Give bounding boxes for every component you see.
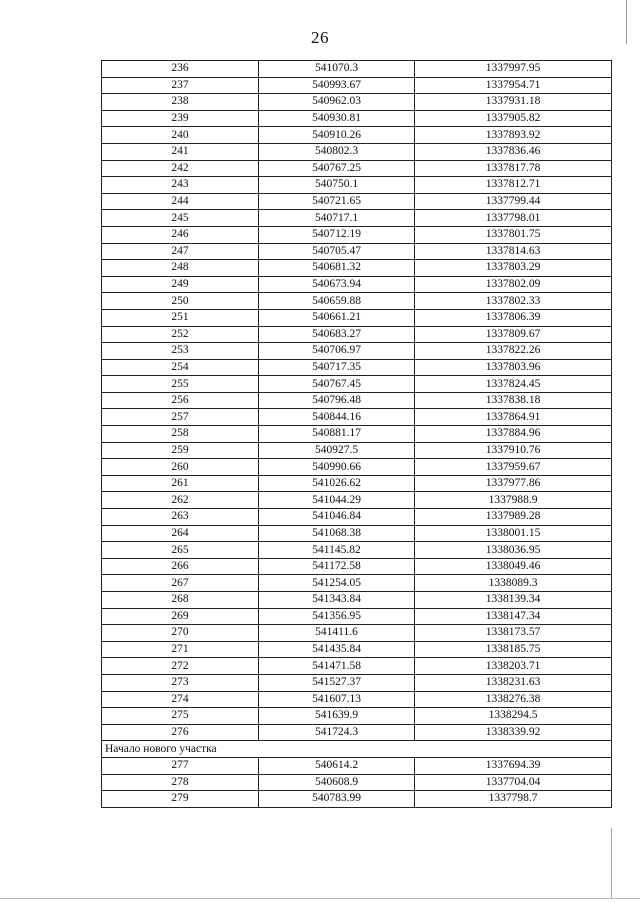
y-coordinate-cell: 1337803.29: [415, 260, 612, 277]
table-row: [102, 475, 612, 492]
y-coordinate-cell: 1337798.7: [415, 791, 612, 808]
point-number-cell: 236: [102, 61, 259, 78]
x-coordinate-cell: 541172.58: [259, 558, 415, 575]
table-row: [102, 276, 612, 293]
x-coordinate-cell: 541607.13: [259, 691, 415, 708]
x-coordinate-cell: 541471.58: [259, 658, 415, 675]
table-row: [102, 94, 612, 111]
x-coordinate-cell: 540712.19: [259, 226, 415, 243]
table-row: [102, 127, 612, 144]
x-coordinate-cell: 541044.29: [259, 492, 415, 509]
table-row: [102, 558, 612, 575]
x-coordinate-cell: 541254.05: [259, 575, 415, 592]
point-number-cell: 273: [102, 674, 259, 691]
y-coordinate-cell: 1337997.95: [415, 61, 612, 78]
y-coordinate-cell: 1338139.34: [415, 592, 612, 609]
x-coordinate-cell: 540802.3: [259, 143, 415, 160]
x-coordinate-cell: 540767.45: [259, 376, 415, 393]
table-row: [102, 143, 612, 160]
point-number-cell: 274: [102, 691, 259, 708]
y-coordinate-cell: 1337806.39: [415, 309, 612, 326]
y-coordinate-cell: 1337988.9: [415, 492, 612, 509]
table-row: [102, 757, 612, 774]
point-number-cell: 255: [102, 376, 259, 393]
point-number-cell: 277: [102, 757, 259, 774]
point-number-cell: 267: [102, 575, 259, 592]
table-row: [102, 359, 612, 376]
point-number-cell: 241: [102, 143, 259, 160]
y-coordinate-cell: 1337977.86: [415, 475, 612, 492]
x-coordinate-cell: 540614.2: [259, 757, 415, 774]
x-coordinate-cell: 541026.62: [259, 475, 415, 492]
table-row: [102, 110, 612, 127]
table-row: [102, 674, 612, 691]
table-row: [102, 343, 612, 360]
page-number: 26: [311, 28, 329, 47]
point-number-cell: 243: [102, 177, 259, 194]
point-number-cell: 244: [102, 193, 259, 210]
x-coordinate-cell: 540705.47: [259, 243, 415, 260]
table-row: [102, 608, 612, 625]
y-coordinate-cell: 1337905.82: [415, 110, 612, 127]
table-row: [102, 309, 612, 326]
x-coordinate-cell: 540717.1: [259, 210, 415, 227]
point-number-cell: 270: [102, 625, 259, 642]
y-coordinate-cell: 1337931.18: [415, 94, 612, 111]
x-coordinate-cell: 541527.37: [259, 674, 415, 691]
table-row: [102, 459, 612, 476]
point-number-cell: 268: [102, 592, 259, 609]
x-coordinate-cell: 540721.65: [259, 193, 415, 210]
y-coordinate-cell: 1337822.26: [415, 343, 612, 360]
x-coordinate-cell: 541411.6: [259, 625, 415, 642]
point-number-cell: 256: [102, 392, 259, 409]
x-coordinate-cell: 541435.84: [259, 641, 415, 658]
y-coordinate-cell: 1337884.96: [415, 426, 612, 443]
table-row: [102, 193, 612, 210]
x-coordinate-cell: 541343.84: [259, 592, 415, 609]
x-coordinate-cell: 540881.17: [259, 426, 415, 443]
point-number-cell: 246: [102, 226, 259, 243]
y-coordinate-cell: 1337801.75: [415, 226, 612, 243]
table-row: [102, 492, 612, 509]
x-coordinate-cell: 541639.9: [259, 708, 415, 725]
point-number-cell: 240: [102, 127, 259, 144]
y-coordinate-cell: 1337798.01: [415, 210, 612, 227]
point-number-cell: 239: [102, 110, 259, 127]
y-coordinate-cell: 1337809.67: [415, 326, 612, 343]
point-number-cell: 249: [102, 276, 259, 293]
table-row: [102, 61, 612, 78]
table-row: [102, 426, 612, 443]
x-coordinate-cell: 541068.38: [259, 525, 415, 542]
section-label: Начало нового участка: [102, 741, 612, 758]
x-coordinate-cell: 540659.88: [259, 293, 415, 310]
y-coordinate-cell: 1338203.71: [415, 658, 612, 675]
point-number-cell: 251: [102, 309, 259, 326]
y-coordinate-cell: 1338049.46: [415, 558, 612, 575]
y-coordinate-cell: 1337824.45: [415, 376, 612, 393]
point-number-cell: 260: [102, 459, 259, 476]
y-coordinate-cell: 1337802.09: [415, 276, 612, 293]
x-coordinate-cell: 540783.99: [259, 791, 415, 808]
point-number-cell: 252: [102, 326, 259, 343]
point-number-cell: 238: [102, 94, 259, 111]
table-row: [102, 243, 612, 260]
x-coordinate-cell: 541046.84: [259, 509, 415, 526]
point-number-cell: 278: [102, 774, 259, 791]
table-row: [102, 525, 612, 542]
y-coordinate-cell: 1337802.33: [415, 293, 612, 310]
table-row: [102, 658, 612, 675]
point-number-cell: 258: [102, 426, 259, 443]
y-coordinate-cell: 1337836.46: [415, 143, 612, 160]
x-coordinate-cell: 540844.16: [259, 409, 415, 426]
table-row: [102, 160, 612, 177]
x-coordinate-cell: 540681.32: [259, 260, 415, 277]
y-coordinate-cell: 1337910.76: [415, 442, 612, 459]
y-coordinate-cell: 1337864.91: [415, 409, 612, 426]
table-row: [102, 724, 612, 741]
table-row: [102, 326, 612, 343]
y-coordinate-cell: 1337799.44: [415, 193, 612, 210]
point-number-cell: 264: [102, 525, 259, 542]
x-coordinate-cell: 540796.48: [259, 392, 415, 409]
point-number-cell: 245: [102, 210, 259, 227]
point-number-cell: 237: [102, 77, 259, 94]
point-number-cell: 254: [102, 359, 259, 376]
y-coordinate-cell: 1338231.63: [415, 674, 612, 691]
point-number-cell: 269: [102, 608, 259, 625]
table-row: [102, 592, 612, 609]
table-row: [102, 575, 612, 592]
table-row: [102, 625, 612, 642]
table-row: [102, 509, 612, 526]
y-coordinate-cell: 1337817.78: [415, 160, 612, 177]
point-number-cell: 257: [102, 409, 259, 426]
y-coordinate-cell: 1338294.5: [415, 708, 612, 725]
x-coordinate-cell: 541356.95: [259, 608, 415, 625]
point-number-cell: 265: [102, 542, 259, 559]
x-coordinate-cell: 540993.67: [259, 77, 415, 94]
y-coordinate-cell: 1337954.71: [415, 77, 612, 94]
table-row: [102, 77, 612, 94]
table-row: [102, 774, 612, 791]
y-coordinate-cell: 1338089.3: [415, 575, 612, 592]
point-number-cell: 279: [102, 791, 259, 808]
point-number-cell: 271: [102, 641, 259, 658]
x-coordinate-cell: 540962.03: [259, 94, 415, 111]
point-number-cell: 259: [102, 442, 259, 459]
point-number-cell: 266: [102, 558, 259, 575]
x-coordinate-cell: 540661.21: [259, 309, 415, 326]
y-coordinate-cell: 1337803.96: [415, 359, 612, 376]
x-coordinate-cell: 540910.26: [259, 127, 415, 144]
table-row: [102, 691, 612, 708]
point-number-cell: 248: [102, 260, 259, 277]
table-row: [102, 791, 612, 808]
x-coordinate-cell: 540717.35: [259, 359, 415, 376]
point-number-cell: 253: [102, 343, 259, 360]
section-header-group: [102, 741, 612, 758]
coordinates-table: [101, 60, 612, 808]
y-coordinate-cell: 1338173.57: [415, 625, 612, 642]
x-coordinate-cell: 540990.66: [259, 459, 415, 476]
table-row: [102, 708, 612, 725]
x-coordinate-cell: 540673.94: [259, 276, 415, 293]
x-coordinate-cell: 541070.3: [259, 61, 415, 78]
y-coordinate-cell: 1338036.95: [415, 542, 612, 559]
table-row: [102, 641, 612, 658]
point-number-cell: 263: [102, 509, 259, 526]
point-number-cell: 276: [102, 724, 259, 741]
x-coordinate-cell: 540750.1: [259, 177, 415, 194]
y-coordinate-cell: 1338147.34: [415, 608, 612, 625]
y-coordinate-cell: 1337812.71: [415, 177, 612, 194]
point-number-cell: 247: [102, 243, 259, 260]
table-row: [102, 177, 612, 194]
point-number-cell: 261: [102, 475, 259, 492]
scan-edge-line: [0, 898, 640, 899]
x-coordinate-cell: 540683.27: [259, 326, 415, 343]
scan-mark-bottom-right: [611, 828, 612, 898]
table-row: [102, 542, 612, 559]
table-row: [102, 210, 612, 227]
point-number-cell: 262: [102, 492, 259, 509]
x-coordinate-cell: 540706.97: [259, 343, 415, 360]
table-row: [102, 293, 612, 310]
point-number-cell: 275: [102, 708, 259, 725]
y-coordinate-cell: 1337704.04: [415, 774, 612, 791]
point-number-cell: 250: [102, 293, 259, 310]
x-coordinate-cell: 540927.5: [259, 442, 415, 459]
point-number-cell: 272: [102, 658, 259, 675]
table-row: [102, 442, 612, 459]
table-row: [102, 392, 612, 409]
x-coordinate-cell: 540767.25: [259, 160, 415, 177]
coordinates-table-body-part1: [102, 61, 612, 741]
y-coordinate-cell: 1337814.63: [415, 243, 612, 260]
x-coordinate-cell: 541145.82: [259, 542, 415, 559]
y-coordinate-cell: 1338276.38: [415, 691, 612, 708]
table-row: [102, 260, 612, 277]
y-coordinate-cell: 1337694.39: [415, 757, 612, 774]
coordinates-table-body-part2: [102, 757, 612, 807]
x-coordinate-cell: 541724.3: [259, 724, 415, 741]
point-number-cell: 242: [102, 160, 259, 177]
table-row: [102, 409, 612, 426]
scan-mark-top-right: [626, 0, 627, 44]
y-coordinate-cell: 1338185.75: [415, 641, 612, 658]
y-coordinate-cell: 1338001.15: [415, 525, 612, 542]
y-coordinate-cell: 1337959.67: [415, 459, 612, 476]
x-coordinate-cell: 540930.81: [259, 110, 415, 127]
y-coordinate-cell: 1337838.18: [415, 392, 612, 409]
section-header-row: [102, 741, 612, 758]
table-row: [102, 376, 612, 393]
y-coordinate-cell: 1337989.28: [415, 509, 612, 526]
y-coordinate-cell: 1337893.92: [415, 127, 612, 144]
table-row: [102, 226, 612, 243]
x-coordinate-cell: 540608.9: [259, 774, 415, 791]
y-coordinate-cell: 1338339.92: [415, 724, 612, 741]
